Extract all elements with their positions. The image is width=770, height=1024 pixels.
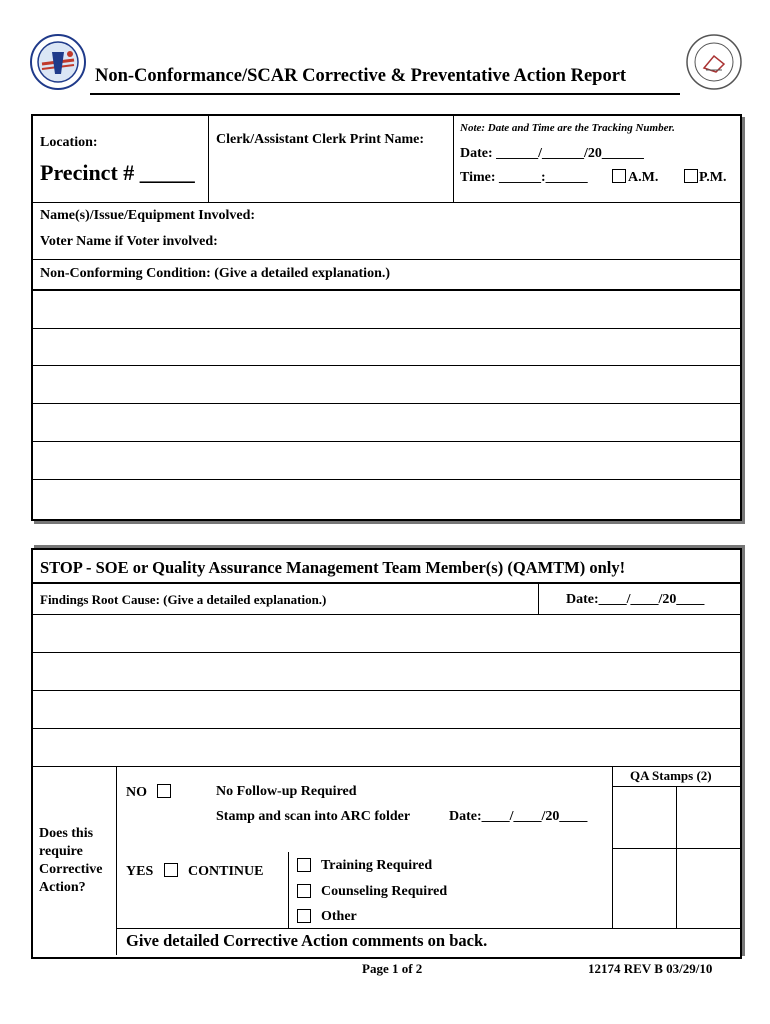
- page-title: Non-Conformance/SCAR Corrective & Preventative Action Report: [95, 66, 627, 86]
- tracking-note: Note: Date and Time are the Tracking Number.: [460, 122, 675, 134]
- names-issue-field[interactable]: Name(s)/Issue/Equipment Involved:: [40, 208, 256, 223]
- condition-writing-lines[interactable]: [35, 292, 737, 514]
- root-cause-writing-lines[interactable]: [35, 616, 737, 766]
- am-checkbox[interactable]: [612, 169, 626, 183]
- qamtm-title: STOP - SOE or Quality Assurance Management Team Member(s) (QAMTM) only!: [40, 558, 626, 577]
- continue-label: CONTINUE: [188, 864, 264, 879]
- title-underline: [90, 93, 680, 95]
- date-field[interactable]: Date: ______/______/20______: [460, 146, 644, 161]
- no-label: NO: [126, 785, 147, 800]
- qa-stamp-box-1[interactable]: [613, 787, 676, 848]
- qa-stamp-box-2[interactable]: [677, 787, 739, 848]
- county-elections-seal-icon: [30, 34, 86, 90]
- counseling-checkbox[interactable]: [297, 884, 311, 898]
- no-followup-text: No Follow-up Required: [216, 784, 357, 799]
- other-label: Other: [321, 909, 357, 924]
- page-number: Page 1 of 2: [362, 961, 423, 976]
- no-checkbox[interactable]: [157, 784, 171, 798]
- state-of-florida-seal-icon: [686, 34, 742, 90]
- voter-name-field[interactable]: Voter Name if Voter involved:: [40, 234, 218, 249]
- time-field[interactable]: Time: ______:______: [460, 170, 588, 185]
- root-cause-label: Findings Root Cause: (Give a detailed explanation.): [40, 592, 327, 607]
- yes-label: YES: [126, 864, 154, 879]
- clerk-name-field[interactable]: Clerk/Assistant Clerk Print Name:: [216, 132, 425, 147]
- corrective-action-question: Does this require Corrective Action?: [39, 826, 103, 895]
- pm-checkbox[interactable]: [684, 169, 698, 183]
- training-label: Training Required: [321, 858, 433, 873]
- form-revision-id: 12174 REV B 03/29/10: [588, 961, 713, 976]
- corrective-comments-instruction: Give detailed Corrective Action comments on back.: [126, 931, 488, 950]
- precinct-field[interactable]: Precinct # _____: [40, 160, 195, 185]
- root-cause-date-field[interactable]: Date:____/____/20____: [566, 592, 705, 607]
- am-label: A.M.: [628, 170, 659, 185]
- stamp-scan-text: Stamp and scan into ARC folder: [216, 809, 411, 824]
- followup-date-field[interactable]: Date:____/____/20____: [449, 809, 588, 824]
- counseling-label: Counseling Required: [321, 884, 448, 899]
- condition-label: Non-Conforming Condition: (Give a detailed explanation.): [40, 266, 391, 281]
- training-checkbox[interactable]: [297, 858, 311, 872]
- yes-checkbox[interactable]: [164, 863, 178, 877]
- other-checkbox[interactable]: [297, 909, 311, 923]
- location-label: Location:: [40, 135, 98, 150]
- qa-stamps-label: QA Stamps (2): [630, 768, 712, 783]
- pm-label: P.M.: [699, 170, 727, 185]
